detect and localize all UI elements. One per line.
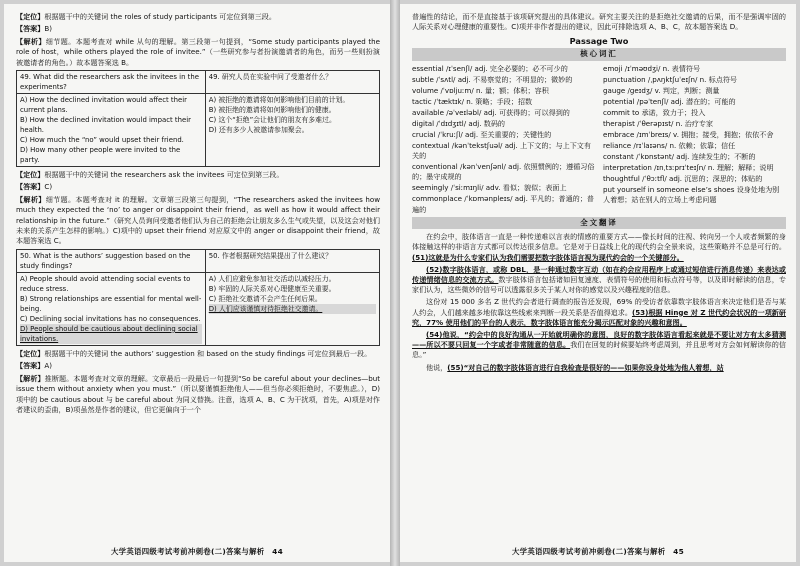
q49-option-c-cn: C) 这个“拒绝”会让他们的朋友有多难过。 — [208, 116, 336, 125]
vocab-item: commit to 承诺，致力于；投入 — [603, 107, 706, 117]
right-page — [400, 4, 796, 562]
analysis-line: 【解析】细节题。本题考查对 it 的理解。文章第三段第三句提到，“The researchers asked the invitees how much they expected the ‘no’ to anger or disappoint their friend，as well as how it would affect their relationship in the future.”（研究人员询问受邀者他们认为自己的拒绝会让朋友多么生气或失望，以及这会对他们未来的关系产生怎样的影响。）C)项中的 upset their friend 对应原文中的 anger or disappoint their friend，故本题答案选 C。 — [16, 194, 380, 246]
translation-paragraph: (52)数字肢体语言，或称 DBL，是一种通过数字互动（如在约会应用程序上或通过短信进行消息传递）来表达或传递情绪信息的交流方式。数字肢体语言包括诸如回复速度、表情符号的使用和标点符号等，以及即时解读的信息，专家们认为，这些微妙的信号可以透露很多关于某人对你的感觉以及兴趣程度的信息。 — [412, 264, 787, 295]
vocab-item: commonplace /ˈkɒmənpleɪs/ adj. 平凡的；普通的；普遍的 — [412, 194, 594, 214]
vocab-item: put yourself in someone else’s shoes 设身处地为别人着想；站在别人的立场上考虑问题 — [603, 184, 780, 205]
vocab-item: essential /ɪˈsenʃl/ adj. 完全必要的；必不可少的 — [412, 63, 568, 73]
vocab-item: crucial /ˈkruːʃl/ adj. 至关重要的；关键性的 — [412, 129, 552, 139]
vocab-item: subtle /ˈsʌtl/ adj. 不易察觉的；不明显的；微妙的 — [412, 74, 573, 84]
vocab-item: seemingly /ˈsiːmɪŋli/ adv. 看似；貌似；表面上 — [412, 183, 567, 193]
question-49-table — [16, 70, 380, 167]
q50-options-en — [17, 272, 206, 345]
vocab-list — [412, 64, 786, 216]
block2 — [16, 170, 380, 247]
q49-option-b: B) How the declined invitation would impact their health. — [20, 116, 191, 135]
vocab-item: conventional /kənˈvenʃənl/ adj. 依照惯例的；遵循习俗的；墨守成规的 — [412, 162, 595, 182]
q49-option-c: C) How much the “no” would upset their friend. — [20, 136, 184, 145]
vocab-item: contextual /kənˈtekstʃuəl/ adj. 上下文的；与上下文有关的 — [412, 140, 591, 161]
passage-title: Passage Two — [569, 35, 629, 46]
vocab-item: tactic /ˈtæktɪk/ n. 策略；手段；招数 — [412, 96, 533, 106]
answer-line: 【答案】B) — [16, 24, 53, 34]
vocab-item: embrace /ɪmˈbreɪs/ v. 拥抱；接受，拥抱；依依不舍 — [603, 129, 774, 139]
translation-body — [412, 232, 786, 373]
q50-option-a: A) People should avoid attending social events to reduce stress. — [20, 274, 191, 293]
q50-stem-cn: 50. 作者根据研究结果提出了什么建议？ — [205, 249, 379, 272]
vocab-item: potential /pəˈtenʃl/ adj. 潜在的；可能的 — [603, 96, 736, 106]
q50-options-cn — [205, 272, 379, 345]
vocab-item: gauge /ɡeɪdʒ/ v. 判定，判断；测量 — [603, 85, 720, 95]
q49-option-b-cn: B) 被拒绝的邀请将如何影响他们的健康。 — [208, 106, 336, 115]
vocab-item: punctuation /ˌpʌŋktʃuˈeɪʃn/ n. 标点符号 — [603, 74, 738, 84]
q49-options-cn — [205, 94, 379, 167]
translation-paragraph: 他说，(55)“对自己的数字肢体语言进行自我检查是很好的——如果你设身处地为他人着想，站 — [426, 362, 724, 372]
analysis-line: 【解析】细节题。本题考查对 while 从句的理解。第三段第一句提到，“Some study participants played the role of host，while others played the role of invitee.”（一些研究参与者扮演邀请者的角色，而另一些则扮演被邀请者的角色。）故本题答案选 B。 — [16, 36, 381, 67]
vocab-item: interpretation /ɪnˌtɜːprɪˈteɪʃn/ n. 理解；解释；说明 — [603, 162, 774, 172]
block1 — [16, 12, 380, 68]
translation-heading: 全文翻译 — [412, 217, 786, 229]
q50-option-d-cn: D) 人们应该谨慎对待拒绝社交邀请。 — [209, 304, 376, 314]
q50-option-c: C) Declining social invitations has no consequences. — [20, 314, 201, 323]
translation-paragraph: 这份对 15 000 多名 Z 世代约会者进行调查的报告还发现，69% 的受访者依靠数字肢体语言来决定他们是否与某人约会，人们越来越多地依靠这些线索来判断一段关系是否值得追求。(53)根据 Hinge 对 Z 世代约会状况的一项新研究，77% 使用他们的平台的人表示，数字肢体语言能充分揭示匹配对象的兴趣和意图。 — [412, 297, 787, 327]
answer-line: 【答案】A) — [16, 361, 52, 371]
q50-option-b: B) Strong relationships are essential for mental well-being. — [20, 294, 202, 313]
q49-option-a-cn: A) 被拒绝的邀请将如何影响他们目前的计划。 — [208, 96, 350, 105]
vocab-item: volume /ˈvɒljuːm/ n. 量；额；体积；容积 — [412, 85, 549, 95]
vocab-item: reliance /rɪˈlaɪəns/ n. 依赖；依靠；信任 — [603, 140, 736, 150]
vocab-item: emoji /ɪˈməʊdʒi/ n. 表情符号 — [603, 63, 701, 73]
left-page — [4, 4, 390, 562]
vocab-item: available /əˈveɪləbl/ adj. 可获得的；可以得到的 — [412, 107, 570, 117]
q49-option-d-cn: D) 还有多少人被邀请参加聚会。 — [208, 126, 309, 135]
q50-option-c-cn: C) 拒绝社交邀请不会产生任何后果。 — [208, 294, 322, 303]
answer-line: 【答案】C) — [16, 182, 53, 192]
q50-option-d: D) People should be cautious about declining social invitations. — [20, 324, 202, 344]
q50-option-a-cn: A) 人们应避免参加社交活动以减轻压力。 — [208, 274, 336, 283]
translation-paragraph: 在约会中，肢体语言一直是一种传递难以言表的情感的重要方式——像长时间的注视、转向另一个人或者频繁的身体接触这样的非语言方式都可以传达很多信息。它是对于日益线上化的现代约会全景来说，这些策略并不总是可行的。(51)这就是为什么专家们认为我们需要把数字肢体语言视为现代约会的一个关键部分。 — [412, 232, 786, 262]
vocab-item: constant /ˈkɒnstənt/ adj. 连续发生的；不断的 — [603, 151, 756, 161]
continued-analysis: 普遍性的结论，而不是直接基于该项研究提出的具体建议。研究主要关注的是拒绝社交邀请的后果，而不是强调牢固的人际关系对心理健康的重要性。C)项并非作者提出的建议，因此可排除选项 A、B、C，故本题答案选 D。 — [412, 12, 786, 32]
vocab-item: thoughtful /ˈθɔːtfl/ adj. 沉思的；深思的；体贴的 — [603, 173, 763, 183]
question-50-table — [16, 249, 380, 346]
vocab-item: therapist /ˈθerəpɪst/ n. 治疗专家 — [603, 118, 714, 128]
locate-line: 【定位】根据题干中的关键词 the authors’ suggestion 和 based on the study findings 可定位到最后一段。 — [16, 348, 372, 358]
book-gutter — [390, 0, 400, 566]
vocab-item: digital /ˈdɪdʒɪtl/ adj. 数码的 — [412, 118, 506, 128]
vocab-column-left — [412, 64, 595, 216]
locate-line: 【定位】根据题干中的关键词 the roles of study participants 可定位到第三段。 — [16, 12, 276, 21]
translation-paragraph: (54)他说，“约会中的良好沟通从一开始就明确你的意图，良好的数字肢体语言看起来就是不要让对方有太多猜测——所以不要只回复一个字或者非常随意的信息。我们在回复的时候要始终考虑周到，并且思考对方会如何解读你的信息。” — [412, 330, 787, 360]
locate-line: 【定位】根据题干中的关键词 the researchers ask the invitees 可定位到第三段。 — [16, 170, 284, 180]
vocab-column-right — [603, 64, 786, 216]
block3 — [16, 349, 380, 415]
q50-stem-en: 50. What is the authors’ suggestion based on the study findings? — [17, 249, 206, 272]
analysis-line: 【解析】推断题。本题考查对文章的理解。文章最后一段最后一句提到“So be careful about your declines—but issue them without anxiety when you must.”（所以要谨慎拒绝他人——但当你必须拒绝时，不要焦虑。），D)项中的 be cautious about 与 be careful about 为同义替换。注意，选项 A、B、C 为干扰项，首先，A)项是对作者建议的歪曲，B)项虽然是作者的建议，但它更偏向于一个 — [16, 373, 380, 414]
vocab-heading: 核心词汇 — [412, 48, 786, 60]
q49-stem-cn: 49. 研究人员在实验中问了受邀者什么？ — [205, 71, 379, 94]
q49-stem-en: 49. What did the researchers ask the invitees in the experiments? — [17, 71, 206, 94]
right-footer: 大学英语四级考试考前冲刺卷(二)答案与解析 45 — [511, 546, 685, 556]
q49-option-a: A) How the declined invitation would affect their current plans. — [20, 96, 187, 115]
q49-options-en — [17, 94, 206, 167]
q49-option-d: D) How many other people were invited to the party. — [20, 146, 181, 165]
left-footer: 大学英语四级考试考前冲刺卷(二)答案与解析 44 — [110, 546, 284, 556]
q50-option-b-cn: B) 牢固的人际关系对心理健康至关重要。 — [208, 284, 336, 293]
